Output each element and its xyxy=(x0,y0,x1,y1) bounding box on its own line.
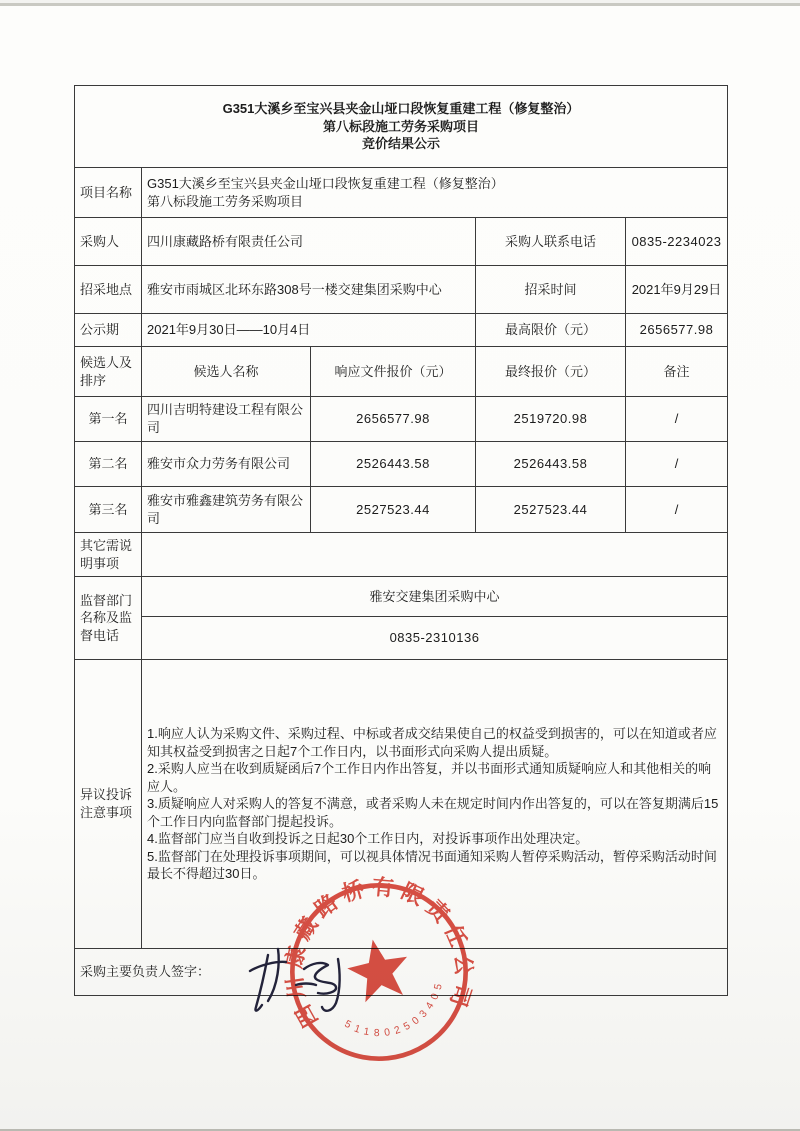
bid-time-value: 2021年9月29日 xyxy=(626,266,728,314)
candidate-3-rank: 第三名 xyxy=(75,487,142,533)
scan-edge xyxy=(0,3,800,6)
project-name-value-line2: 第八标段施工劳务采购项目 xyxy=(147,193,304,209)
candidate-row-3 xyxy=(75,487,728,533)
project-name-label: 项目名称 xyxy=(75,168,142,218)
max-price-value: 2656577.98 xyxy=(626,314,728,347)
candidate-2-rank: 第二名 xyxy=(75,442,142,487)
project-name-row xyxy=(75,168,728,218)
document-title xyxy=(75,86,728,168)
seal-company-name: 四川康藏路桥有限责任公司 xyxy=(280,873,477,1032)
signature xyxy=(238,941,374,1027)
candidate-1-doc-price: 2656577.98 xyxy=(311,397,476,442)
candidate-3-doc-price: 2527523.44 xyxy=(311,487,476,533)
candidate-row-1 xyxy=(75,397,728,442)
location-label: 招采地点 xyxy=(75,266,142,314)
purchaser-phone-label: 采购人联系电话 xyxy=(476,218,626,266)
candidate-2-note: / xyxy=(626,442,728,487)
publicity-row xyxy=(75,314,728,347)
publicity-value: 2021年9月30日——10月4日 xyxy=(142,314,476,347)
announcement-table xyxy=(74,85,728,996)
candidate-2-name: 雅安市众力劳务有限公司 xyxy=(142,442,311,487)
candidate-1-rank: 第一名 xyxy=(75,397,142,442)
supervision-label: 监督部门名称及监督电话 xyxy=(75,577,142,660)
complaint-item-3: 3.质疑响应人对采购人的答复不满意，或者采购人未在规定时间内作出答复的，可以在答复期满后15个工作日内向监督部门提起投诉。 xyxy=(147,796,719,829)
complaint-item-2: 2.采购人应当在收到质疑函后7个工作日内作出答复，并以书面形式通知质疑响应人和其他相关的响应人。 xyxy=(147,761,712,794)
project-name-value xyxy=(142,168,728,218)
complaint-item-5: 5.监督部门在处理投诉事项期间，可以视具体情况书面通知采购人暂停采购活动，暂停采购活动时间最长不得超过30日。 xyxy=(147,848,717,882)
supervision-row-2 xyxy=(75,617,728,660)
bid-time-label: 招采时间 xyxy=(476,266,626,314)
project-name-value-line1: G351大溪乡至宝兴县夹金山垭口段恢复重建工程（修复整治） xyxy=(147,175,504,191)
purchaser-phone-value: 0835-2234023 xyxy=(626,218,728,266)
col-header-final-price: 最终报价（元） xyxy=(476,347,626,397)
candidate-3-name: 雅安市雅鑫建筑劳务有限公司 xyxy=(142,487,311,533)
candidate-3-note: / xyxy=(626,487,728,533)
complaint-label: 异议投诉注意事项 xyxy=(75,660,142,949)
col-header-note: 备注 xyxy=(626,347,728,397)
supervision-phone: 0835-2310136 xyxy=(142,617,728,660)
candidate-1-name: 四川吉明特建设工程有限公司 xyxy=(142,397,311,442)
title-line-2: 第八标段施工劳务采购项目 xyxy=(322,118,479,134)
title-row xyxy=(75,86,728,168)
other-notes-row xyxy=(75,533,728,577)
purchaser-row xyxy=(75,218,728,266)
col-header-rank: 候选人及排序 xyxy=(75,347,142,397)
complaint-item-4: 4.监督部门应当自收到投诉之日起30个工作日内，对投诉事项作出处理决定。 xyxy=(147,831,589,847)
candidate-row-2 xyxy=(75,442,728,487)
candidate-1-note: / xyxy=(626,397,728,442)
candidate-2-final-price: 2526443.58 xyxy=(476,442,626,487)
col-header-doc-price: 响应文件报价（元） xyxy=(311,347,476,397)
supervision-row-1 xyxy=(75,577,728,617)
candidate-2-doc-price: 2526443.58 xyxy=(311,442,476,487)
publicity-label: 公示期 xyxy=(75,314,142,347)
purchaser-value: 四川康藏路桥有限责任公司 xyxy=(142,218,476,266)
candidate-3-final-price: 2527523.44 xyxy=(476,487,626,533)
complaint-item-1: 1.响应人认为采购文件、采购过程、中标或者成交结果使自己的权益受到损害的，可以在知道或者应知其权益受到损害之日起7个工作日内，以书面形式向采购人提出质疑。 xyxy=(147,726,717,759)
location-row xyxy=(75,266,728,314)
candidates-header-row xyxy=(75,347,728,397)
scanned-page xyxy=(0,3,800,1131)
signature-label: 采购主要负责人签字： xyxy=(75,949,728,996)
max-price-label: 最高限价（元） xyxy=(476,314,626,347)
col-header-name: 候选人名称 xyxy=(142,347,311,397)
title-line-3: 竞价结果公示 xyxy=(361,136,440,152)
title-line-1: G351大溪乡至宝兴县夹金山垭口段恢复重建工程（修复整治） xyxy=(222,101,580,117)
other-notes-value xyxy=(142,533,728,577)
other-notes-label: 其它需说明事项 xyxy=(75,533,142,577)
purchaser-label: 采购人 xyxy=(75,218,142,266)
supervision-name: 雅安交建集团采购中心 xyxy=(142,577,728,617)
candidate-1-final-price: 2519720.98 xyxy=(476,397,626,442)
seal-number: 511802503405 xyxy=(342,977,446,1040)
location-value: 雅安市雨城区北环东路308号一楼交建集团采购中心 xyxy=(142,266,476,314)
